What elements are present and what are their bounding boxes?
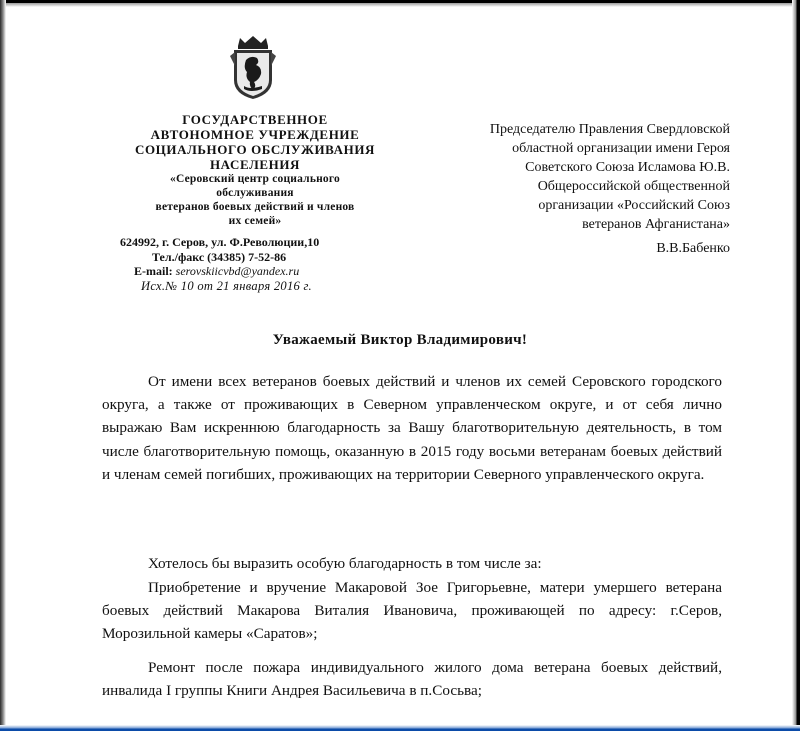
scan-edge-bottom — [0, 725, 800, 731]
org-line: обслуживания — [216, 187, 294, 199]
paragraph — [102, 370, 722, 486]
scan-edge-left — [0, 0, 6, 731]
org-line: ГОСУДАРСТВЕННОЕ — [182, 112, 328, 127]
paragraph-text: От имени всех ветеранов боевых действий и членов их семей Серовского городского округа, а также от проживающих в Северном управленческом округе, и от себя лично выражаю Вам искреннюю благодарность за Вашу благотворительную деятельность, в том числе благотворительную помощь, оказанную в 2015 году восьми ветеранам боевых действий и членам семей погибших, проживающих на территории Северного управленческого округа. — [102, 373, 722, 483]
org-line: СОЦИАЛЬНОГО ОБСЛУЖИВАНИЯ — [134, 142, 376, 157]
email-label: E-mail: — [134, 264, 176, 278]
paragraph — [102, 552, 722, 575]
outgoing-number: Исх.№ 10 от 21 января 2016 г. — [141, 279, 312, 293]
paragraph — [102, 576, 722, 646]
org-line: «Серовский центр социального — [170, 173, 340, 185]
org-line: их семей» — [228, 215, 282, 227]
coat-of-arms-icon — [224, 36, 282, 100]
recipient-line: Советского Союза Исламова Ю.В. — [525, 160, 730, 175]
paragraph — [102, 656, 722, 702]
recipient-line: Председателю Правления Свердловской — [489, 122, 730, 137]
scan-edge-right — [792, 0, 800, 731]
email-address: serovskiicvbd@yandex.ru — [175, 264, 300, 278]
sender-email — [134, 264, 299, 279]
paragraph-text: Приобретение и вручение Макаровой Зое Григорьевне, матери умершего ветерана боевых действий Макарова Виталия Ивановича, проживающей по адресу: г.Серов, Морозильной камеры «Саратов»; — [102, 579, 722, 643]
recipient-line: ветеранов Афганистана» — [582, 217, 730, 232]
org-line: НАСЕЛЕНИЯ — [209, 157, 301, 172]
recipient-name: В.В.Бабенко — [656, 241, 730, 256]
recipient-line: организации «Российский Союз — [538, 198, 730, 213]
recipient-block — [400, 120, 730, 234]
sender-address: 624992, г. Серов, ул. Ф.Революции,10 — [120, 235, 320, 249]
recipient-line: Общероссийской общественной — [537, 179, 730, 194]
scan-edge-top — [0, 0, 800, 7]
sender-phone: Тел./факс (34385) 7-52-86 — [152, 250, 287, 264]
salutation: Уважаемый Виктор Владимирович! — [272, 332, 528, 348]
paragraph-text: Хотелось бы выразить особую благодарность в том числе за: — [148, 555, 542, 572]
recipient-line: областной организации имени Героя — [512, 141, 730, 156]
sender-organization — [100, 112, 410, 228]
org-line: АВТОНОМНОЕ УЧРЕЖДЕНИЕ — [150, 127, 360, 142]
paragraph-text: Ремонт после пожара индивидуального жилого дома ветерана боевых действий, инвалида I группы Книги Андрея Васильевича в п.Сосьва; — [102, 659, 722, 700]
org-line: ветеранов боевых действий и членов — [155, 201, 355, 213]
